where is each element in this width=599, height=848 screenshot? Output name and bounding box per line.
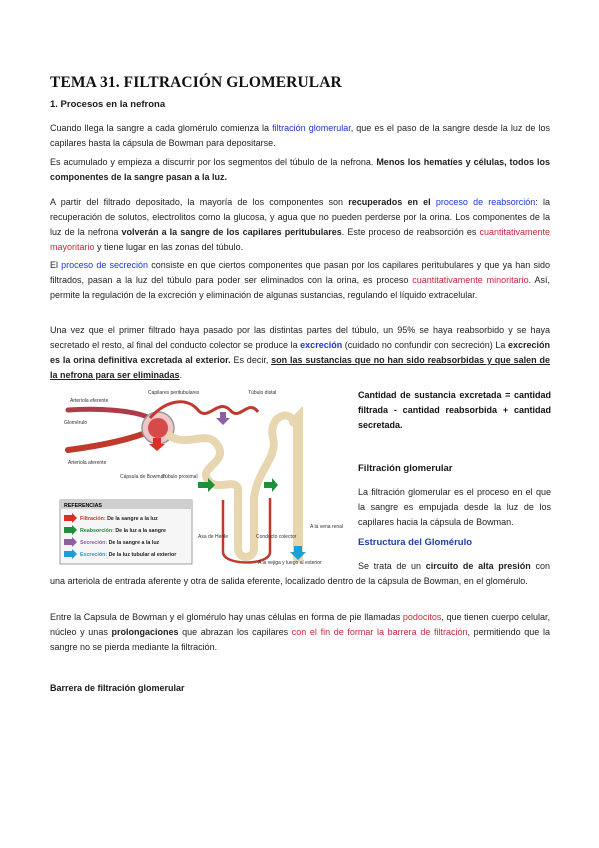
text: con una arteriola de entrada aferente y otra de salida eferente, localizado dentro de la cápsula de Bowman, en el glomérulo.: [50, 561, 550, 586]
legend-entry: Excreción: De la luz tubular al exterior: [80, 552, 177, 558]
legend-entry: Reabsorción: De la luz a la sangre: [80, 528, 166, 534]
text: .: [179, 370, 183, 380]
text: consiste en que ciertos componentes que pasan por los capilares peritubulares y que ya han sido filtrados, pasan a la luz del túbulo para poder ser eliminados con la orina, es proceso: [50, 260, 550, 285]
text: A partir del filtrado depositado, la mayoría de los componentes son: [50, 197, 349, 207]
section-heading: 1. Procesos en la nefrona: [50, 99, 166, 110]
filtracion-text: La filtración glomerular es el proceso en el que la sangre es empujada desde la luz de los capilares hacia la cápsula de Bowman.: [358, 487, 551, 527]
bold-text: volverán a la sangre de los capilares peritubulares: [121, 227, 342, 237]
bold-text: circuito de alta presión: [425, 561, 531, 571]
text: : la recuperación de solutos, electrolitos como la glucosa, y agua que no pueden perderse por la orina. Los componentes de la luz de la nefrona: [50, 197, 550, 237]
text: Entre la Capsula de Bowman y el glomérulo hay unas células en forma de pie llamadas: [50, 612, 403, 622]
label-capilares: Capilares peritubulares: [148, 390, 200, 396]
text: Cuando llega la sangre a cada glomérulo comienza la: [50, 123, 273, 133]
text: que abrazan los capilares: [178, 627, 292, 637]
paragraph-excrecion: [50, 323, 550, 383]
paragraph-acumulado: [50, 155, 550, 185]
highlight-term: filtración glomerular: [272, 123, 351, 133]
bold-text: recuperados en el: [348, 197, 436, 207]
label-capsula: Cápsula de Bowman: [120, 474, 167, 480]
text: (cuidado no confundir con secreción) La: [342, 340, 508, 350]
text: , que tienen cuerpo celular, núcleo y unas: [50, 612, 550, 637]
text: Es acumulado y empieza a discurrir por los segmentos del túbulo de la nefrona.: [50, 157, 377, 167]
text: , que es el paso de la sangre desde la luz de los capilares hasta la cápsula de Bowman para depositarse.: [50, 123, 550, 148]
text: Se trata de un: [358, 561, 426, 571]
page-title: TEMA 31. FILTRACIÓN GLOMERULAR: [50, 74, 342, 91]
estructura-heading: Estructura del Glomérulo: [358, 537, 473, 548]
references-title: REFERENCIAS: [64, 503, 102, 509]
text: y tiene lugar en las zonas del túbulo.: [94, 242, 244, 252]
bold-text: prolongaciones: [111, 627, 179, 637]
paragraph-reabsorcion: [50, 195, 550, 255]
reabsorption-arrow: [264, 478, 278, 492]
underlined-text: son las sustancias que no han sido reabsorbidas y que salen de la nefrona para ser eliminadas: [50, 355, 550, 380]
paragraph-estructura: [50, 559, 550, 589]
bold-text: excreción es la orina definitiva excretada al exterior.: [50, 340, 550, 365]
highlight-term: excreción: [300, 340, 343, 350]
formula-text: Cantidad de sustancia excretada = cantidad filtrada - cantidad reabsorbida + cantidad secretada.: [358, 390, 551, 430]
text: . Este proceso de reabsorción es: [341, 227, 480, 237]
highlight-term: proceso de reabsorción: [435, 197, 536, 207]
legend-entry: Filtración: De la sangre a la luz: [80, 516, 158, 522]
text: Es decir,: [230, 355, 272, 365]
paragraph-filtracion: [50, 121, 550, 151]
text: El: [50, 260, 62, 270]
label-conducto: Conducto colector: [256, 534, 297, 540]
label-asa-henle: Asa de Henle: [198, 534, 229, 540]
paragraph-secrecion: [50, 258, 550, 303]
references-legend: [60, 500, 192, 564]
efferent-arteriole: [68, 409, 150, 418]
afferent-arteriole: [68, 432, 148, 450]
label-tubulo-proximal: Túbulo proximal: [162, 474, 198, 480]
filtracion-heading: Filtración glomerular: [358, 463, 453, 474]
excretion-arrow: [290, 546, 306, 560]
label-glomerulo: Glomérulo: [64, 420, 88, 426]
highlight-term: cuantitativamente mayoritario: [50, 227, 550, 252]
legend-entry: Secreción: De la sangre a la luz: [80, 540, 160, 546]
text: , permitiendo que la sangre no se pierda mediante la filtración.: [50, 627, 550, 652]
bold-text: Menos los hematíes y células, todos los componentes de la sangre pasan a la luz.: [50, 157, 550, 182]
label-arteriola-eferente: Arteriola eferente: [70, 398, 109, 404]
proximal-tubule: [170, 436, 238, 488]
nephron-diagram: [58, 388, 348, 568]
highlight-term: con el fin de formar la barrera de filtración: [291, 627, 468, 637]
text: Una vez que el primer filtrado haya pasado por las distintas partes del túbulo, un 95% se haya reabsorbido y se haya secretado el resto, al final del conducto colector se produce la: [50, 325, 550, 350]
vasa-recta: [223, 498, 270, 563]
nephron-svg: [58, 388, 348, 568]
glomerulus: [148, 418, 168, 438]
label-tubulo-distal: Túbulo distal: [248, 390, 277, 396]
text: . Así, permite la regulación de la excreción y eliminación de algunas sustancias, regulando el líquido extracelular.: [50, 275, 550, 300]
highlight-term: podocitos: [402, 612, 442, 622]
highlight-term: proceso de secreción: [61, 260, 149, 270]
secretion-arrow: [216, 412, 230, 425]
label-vena: A la vena renal: [310, 524, 344, 530]
label-vejiga: A la vejiga y luego al exterior: [258, 560, 322, 566]
paragraph-podocitos: [50, 610, 550, 655]
highlight-term: cuantitativamente minoritario: [412, 275, 529, 285]
label-arteriola-aferente: Arteriola aferente: [68, 460, 107, 466]
barrera-heading: Barrera de filtración glomerular: [50, 683, 185, 693]
